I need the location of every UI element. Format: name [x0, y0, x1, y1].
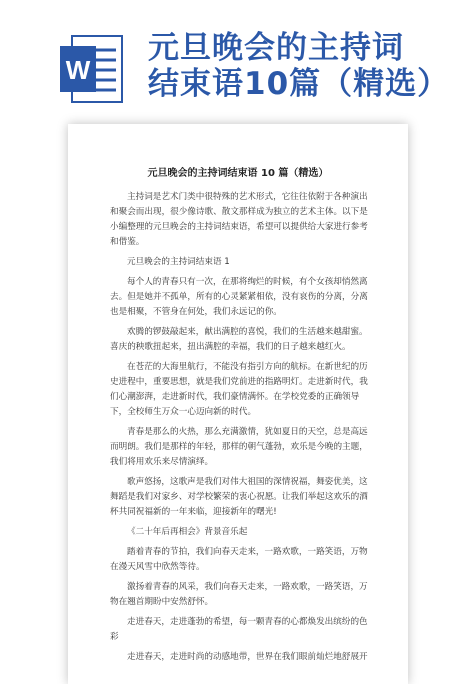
paragraph: 青春是那么的火热，那么充满激情，犹如夏日的天空，总是高远而明朗。我们是那样的年轻，那样的朝气蓬勃，欢乐是今晚的主题，我们将用欢乐来尽情演绎。: [110, 427, 368, 467]
document-body: [110, 190, 372, 670]
paragraph-music-cue: 《二十年后再相会》背景音乐起: [127, 527, 248, 537]
banner-header: [0, 0, 474, 120]
document-title: 元旦晚会的主持词结束语 10 篇（精选）: [147, 168, 329, 179]
paragraph: 每个人的青春只有一次，在那将绚烂的时候，有个女孩却悄然离去。但是她并不孤单，所有的心灵紧紧相依，没有哀伤的分离，分离也是相聚，不管身在何处，我们永远记的你。: [110, 277, 368, 317]
page-title-line-1: 元旦晚会的主持词: [148, 30, 404, 66]
paragraph-intro: 主持词是艺术门类中很特殊的艺术形式，它往往依附于各种演出和聚会而出现，很少像诗歌、散文那样成为独立的艺术主体。以下是小编整理的元旦晚会的主持词结束语，希望可以提供给大家进行参考和借鉴。: [110, 192, 368, 247]
page-title-line-2: 结束语10篇（精选）: [148, 66, 450, 102]
page-title: [148, 30, 468, 102]
paragraph: 欢腾的锣鼓敲起来，献出满腔的喜悦，我们的生活越来越甜蜜。喜庆的秧歌扭起来，扭出满腔的幸福，我们的日子越来越红火。: [110, 327, 368, 352]
paragraph: 走进春天，走进时尚的动感地带，世界在我们眼前灿烂地舒展开: [127, 652, 368, 662]
word-icon-letter: W: [65, 55, 91, 85]
paragraph: 踏着青春的节拍，我们向春天走来，一路欢歌，一路笑语，万物在漫天风雪中欣然等待。: [110, 547, 368, 572]
section-heading: 元旦晚会的主持词结束语 1: [127, 257, 230, 267]
paragraph: 歌声悠扬，这歌声是我们对伟大祖国的深情祝福，舞姿优美，这舞蹈是我们对家乡、对学校繁荣的衷心祝愿。让我们举起这欢乐的酒杯共同祝福新的一年来临，迎接新年的曙光!: [110, 477, 368, 517]
paragraph: 在苍茫的大海里航行，不能没有指引方向的航标。在新世纪的历史进程中，重要思想，就是我们党前进的指路明灯。走进新时代，我们心潮澎湃，走进新时代，我们豪情满怀。在学校党委的正确领导下，全校师生万众一心迈向新的时代。: [110, 362, 368, 417]
word-document-icon: [58, 34, 124, 104]
document-page: [68, 124, 408, 684]
paragraph: 走进春天，走进蓬勃的希望，每一颗青春的心都焕发出缤纷的色彩: [110, 617, 368, 642]
paragraph: 激扬着青春的风采，我们向春天走来，一路欢歌，一路笑语，万物在翘首期盼中安然舒怀。: [110, 582, 368, 607]
